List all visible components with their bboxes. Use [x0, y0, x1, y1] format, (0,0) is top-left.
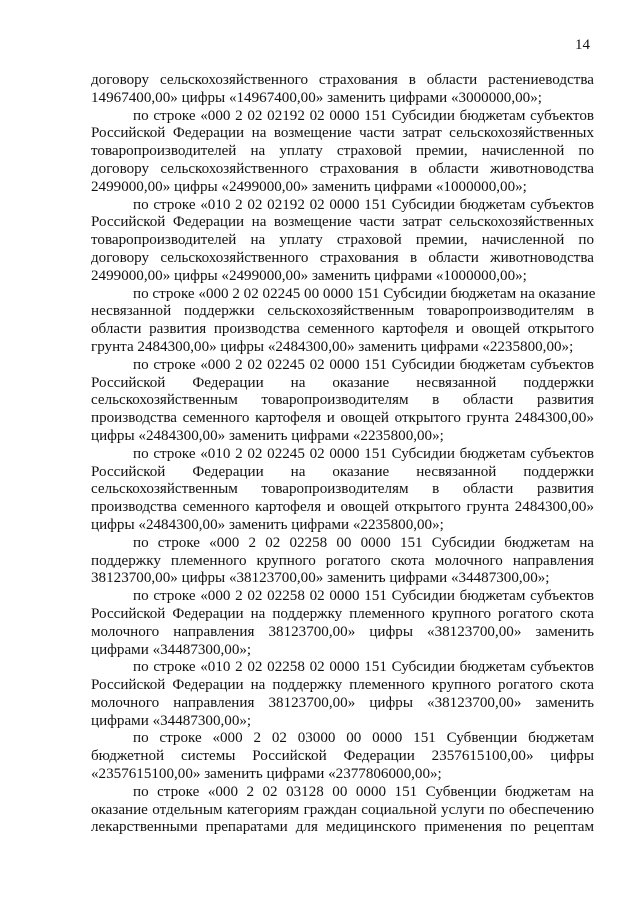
text-line: цифрами «34487300,00»;: [91, 712, 252, 729]
text-line: 2499000,00» цифры «2499000,00» заменить цифрами «1000000,00»;: [91, 178, 527, 195]
text-line: Российской Федерации на поддержку племенного крупного рогатого скота: [91, 677, 594, 694]
text-line: сельскохозяйственным товаропроизводителям в области развития: [91, 392, 594, 409]
text-line: по строке «000 2 02 03128 00 0000 151 Субвенции бюджетам на: [133, 783, 594, 800]
text-line: бюджетной системы Российской Федерации 2357615100,00» цифры: [91, 748, 594, 765]
text-line: Российской Федерации на поддержку племенного крупного рогатого скота: [91, 605, 594, 622]
body-text: [91, 72, 594, 837]
text-line: 2499000,00» цифры «2499000,00» заменить цифрами «1000000,00»;: [91, 267, 527, 284]
text-line: производства семенного картофеля и овощей открытого грунта 2484300,00»: [91, 499, 594, 516]
text-line: по строке «000 2 02 02245 00 0000 151 Субсидии бюджетам на оказание: [133, 285, 596, 302]
text-line: 38123700,00» цифры «38123700,00» заменить цифрами «34487300,00»;: [91, 570, 550, 587]
text-line: по строке «000 2 02 02192 02 0000 151 Субсидии бюджетам субъектов: [133, 107, 594, 124]
text-line: поддержку племенного крупного рогатого скота молочного направления: [91, 552, 594, 569]
text-line: товаропроизводителей на уплату страховой премии, начисленной по: [91, 232, 594, 249]
text-line: Российской Федерации на возмещение части затрат сельскохозяйственных: [91, 214, 594, 231]
text-line: цифры «2484300,00» заменить цифрами «2235800,00»;: [91, 427, 444, 444]
text-line: по строке «010 2 02 02192 02 0000 151 Субсидии бюджетам субъектов: [133, 196, 594, 213]
text-line: молочного направления 38123700,00» цифры «38123700,00» заменить: [91, 694, 594, 711]
text-line: договору сельскохозяйственного страхования в области животноводства: [91, 160, 594, 177]
text-line: лекарственными препаратами для медицинского применения по рецептам: [91, 819, 594, 836]
text-line: договору сельскохозяйственного страхования в области животноводства: [91, 249, 594, 266]
text-line: по строке «000 2 02 02258 00 0000 151 Субсидии бюджетам на: [133, 534, 594, 551]
text-line: несвязанной поддержки сельскохозяйственным товаропроизводителям в: [91, 303, 594, 320]
text-line: производства семенного картофеля и овощей открытого грунта 2484300,00»: [91, 410, 594, 427]
text-line: по строке «000 2 02 03000 00 0000 151 Субвенции бюджетам: [133, 730, 594, 747]
text-line: Российской Федерации на оказание несвязанной поддержки: [91, 463, 594, 480]
text-line: по строке «010 2 02 02258 02 0000 151 Субсидии бюджетам субъектов: [133, 659, 594, 676]
text-line: цифры «2484300,00» заменить цифрами «2235800,00»;: [91, 516, 444, 533]
text-line: грунта 2484300,00» цифры «2484300,00» заменить цифрами «2235800,00»;: [91, 338, 574, 355]
text-line: Российской Федерации на возмещение части затрат сельскохозяйственных: [91, 125, 594, 142]
text-line: сельскохозяйственным товаропроизводителям в области развития: [91, 481, 594, 498]
text-line: Российской Федерации на оказание несвязанной поддержки: [91, 374, 594, 391]
text-line: по строке «000 2 02 02258 02 0000 151 Субсидии бюджетам субъектов: [133, 588, 594, 605]
text-line: молочного направления 38123700,00» цифры «38123700,00» заменить: [91, 623, 594, 640]
text-line: области развития производства семенного картофеля и овощей открытого: [91, 321, 594, 338]
text-line: договору сельскохозяйственного страхования в области растениеводства: [91, 72, 594, 88]
text-line: 14967400,00» цифры «14967400,00» заменить цифрами «3000000,00»;: [91, 89, 542, 106]
text-line: товаропроизводителей на уплату страховой премии, начисленной по: [91, 143, 594, 160]
text-line: цифрами «34487300,00»;: [91, 641, 252, 658]
text-line: оказание отдельным категориям граждан социальной услуги по обеспечению: [91, 801, 594, 818]
text-line: «2357615100,00» заменить цифрами «2377806000,00»;: [91, 766, 442, 783]
text-line: по строке «000 2 02 02245 02 0000 151 Субсидии бюджетам субъектов: [133, 356, 594, 373]
page-number: 14: [575, 37, 590, 53]
text-line: по строке «010 2 02 02245 02 0000 151 Субсидии бюджетам субъектов: [133, 445, 594, 462]
